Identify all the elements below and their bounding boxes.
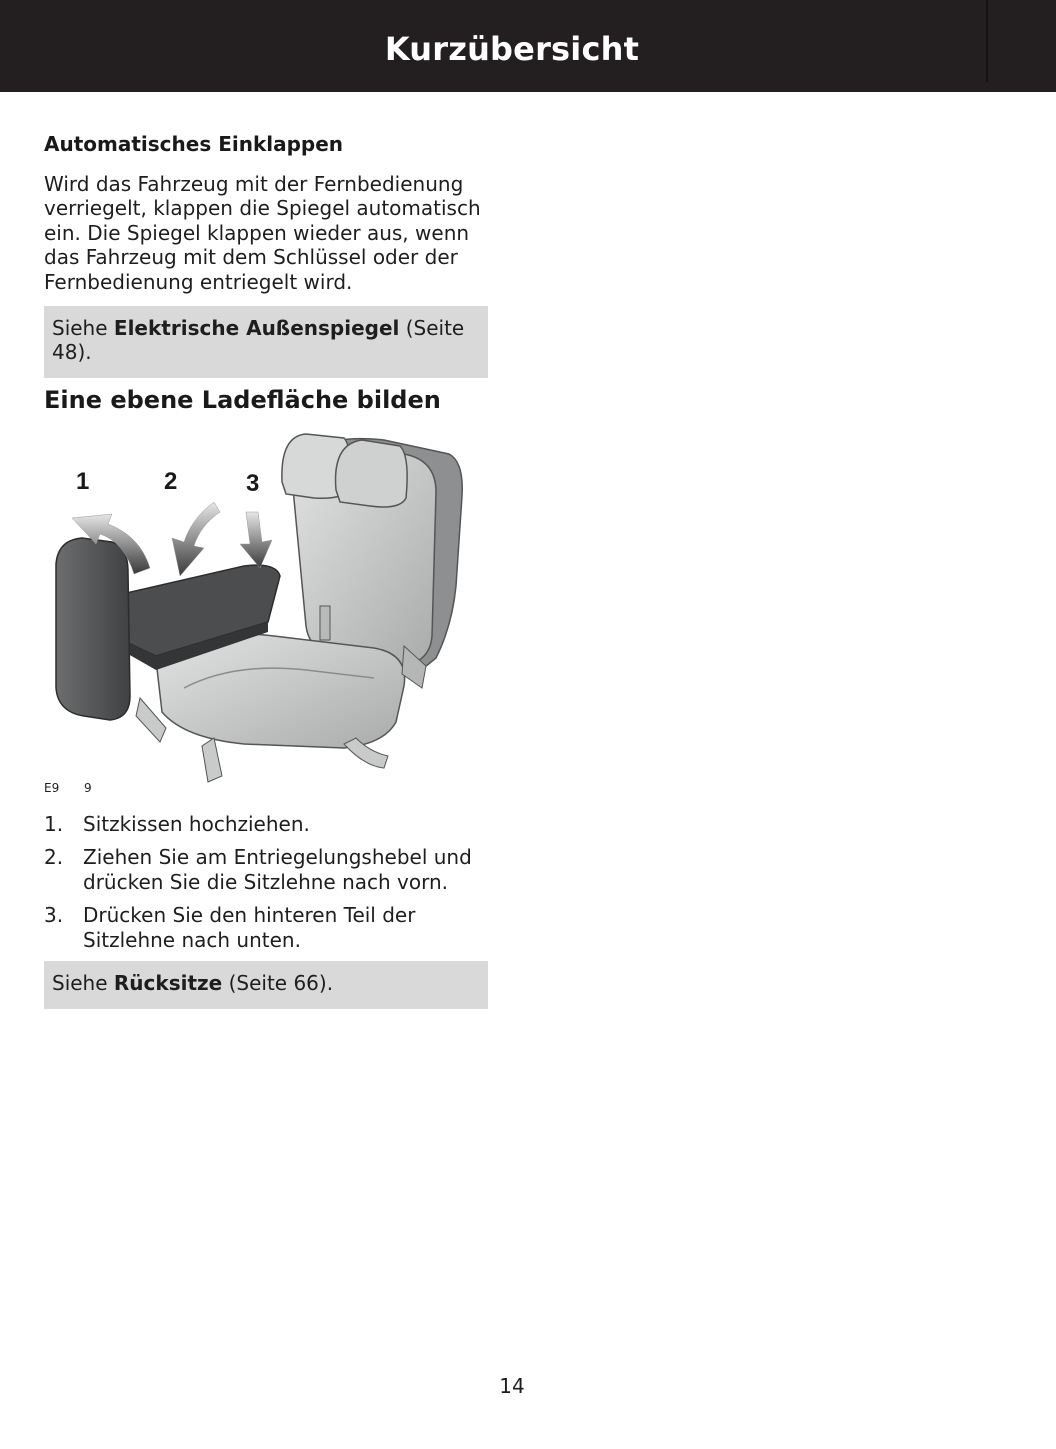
paragraph-line: das Fahrzeug mit dem Schlüssel oder der <box>44 245 458 270</box>
raised-seat-cushion <box>56 538 130 720</box>
arrow-3 <box>240 512 272 568</box>
note-suffix: (Seite <box>399 316 465 340</box>
list-item <box>44 903 492 952</box>
seatbelt-buckle <box>320 606 330 640</box>
reference-note-rear-seats <box>44 961 488 1009</box>
seat-mount-center <box>202 738 222 782</box>
paragraph-line: Wird das Fahrzeug mit der Fernbedienung <box>44 172 464 196</box>
section-heading-auto-fold: Automatisches Einklappen <box>44 132 344 156</box>
rear-seat-folding-illustration <box>44 426 488 798</box>
figure-id-prefix: E9 <box>44 781 60 795</box>
callout-2: 2 <box>164 468 178 495</box>
steps-list <box>44 812 492 961</box>
step-text: Sitzlehne nach unten. <box>83 927 301 952</box>
note-link-rear-seats[interactable]: Rücksitze <box>113 971 223 995</box>
note-prefix: Siehe <box>52 316 114 340</box>
section-heading-flat-load-floor: Eine ebene Ladefläche bilden <box>44 386 441 414</box>
arrow-2 <box>172 502 220 576</box>
step-number: 2. <box>44 845 64 870</box>
paragraph-line: Fernbedienung entriegelt wird. <box>44 269 353 294</box>
step-text: Ziehen Sie am Entriegelungshebel und <box>83 845 472 870</box>
note-suffix: (Seite 66). <box>222 971 334 995</box>
step-text: Drücken Sie den hinteren Teil der <box>83 903 416 928</box>
callout-3: 3 <box>246 470 260 497</box>
paragraph-line: verriegelt, klappen die Spiegel automatisch <box>44 196 481 221</box>
note-link-mirrors[interactable]: Elektrische Außenspiegel <box>113 316 400 340</box>
list-item <box>44 812 492 836</box>
step-text: Sitzkissen hochziehen. <box>83 812 310 836</box>
page-number: 14 <box>499 1374 525 1398</box>
figure-id-number: 9 <box>84 781 92 795</box>
list-item <box>44 845 492 894</box>
step-text: drücken Sie die Sitzlehne nach vorn. <box>83 869 449 894</box>
page-title: Kurzübersicht <box>384 30 640 68</box>
paragraph-line: ein. Die Spiegel klappen wieder aus, wenn <box>44 220 470 245</box>
step-number: 1. <box>44 812 64 836</box>
note-suffix-line2: 48). <box>52 340 92 365</box>
note-prefix: Siehe <box>52 971 114 995</box>
headrest-right <box>336 440 408 507</box>
auto-fold-paragraph <box>44 172 492 294</box>
step-number: 3. <box>44 903 64 928</box>
reference-note-mirrors <box>44 306 488 378</box>
callout-1: 1 <box>76 468 90 495</box>
